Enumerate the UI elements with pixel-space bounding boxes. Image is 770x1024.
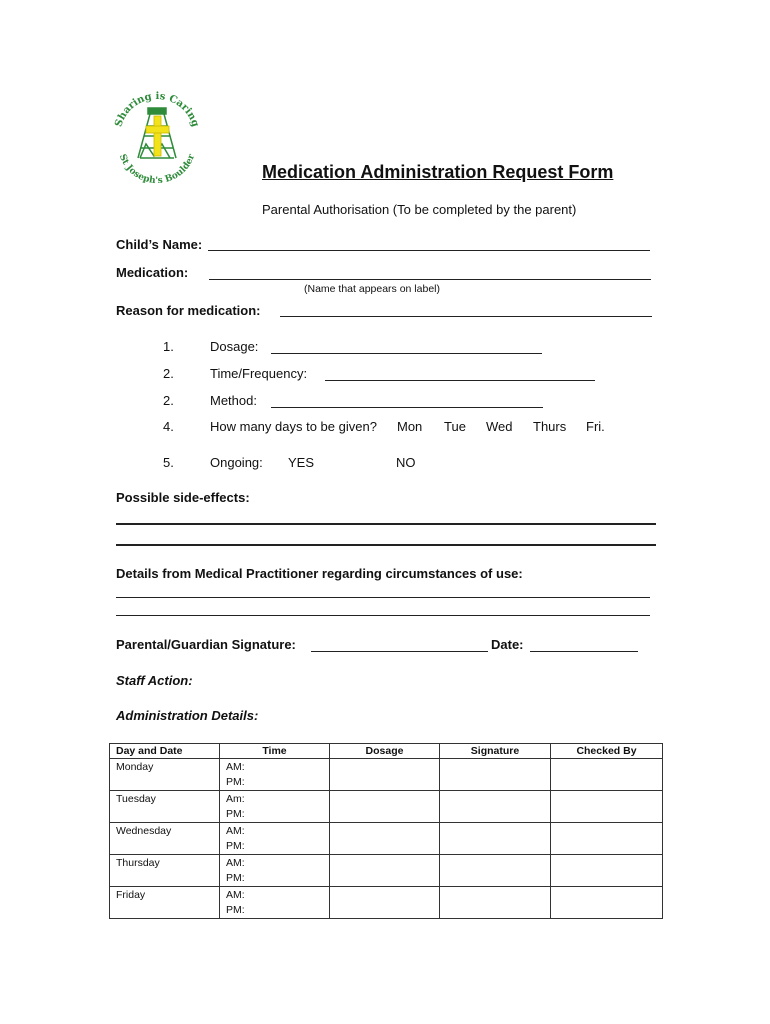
day-option-fri[interactable]: Fri.	[586, 419, 605, 434]
item-number: 5.	[163, 455, 174, 470]
table-row	[110, 855, 663, 887]
days-label: How many days to be given?	[210, 419, 377, 434]
am-label: AM:	[226, 857, 245, 869]
dosage-cell[interactable]	[330, 759, 440, 791]
header-signature: Signature	[440, 744, 551, 759]
childs-name-field[interactable]	[208, 250, 650, 251]
method-field[interactable]	[271, 407, 543, 408]
logo-bottom-text: St Joseph's Boulder	[116, 152, 198, 187]
side-effects-line-1[interactable]	[116, 523, 656, 525]
day-option-wed[interactable]: Wed	[486, 419, 513, 434]
form-title: Medication Administration Request Form	[262, 162, 614, 182]
pm-label: PM:	[226, 872, 245, 884]
checked-by-cell[interactable]	[551, 823, 663, 855]
time-cell[interactable]	[220, 855, 330, 887]
am-label: Am:	[226, 793, 245, 805]
day-cell: Tuesday	[110, 791, 220, 823]
time-cell[interactable]	[220, 759, 330, 791]
signature-cell[interactable]	[440, 759, 551, 791]
header-dosage: Dosage	[330, 744, 440, 759]
day-option-thurs[interactable]: Thurs	[533, 419, 567, 434]
table-row	[110, 759, 663, 791]
checked-by-cell[interactable]	[551, 855, 663, 887]
day-option-tue[interactable]: Tue	[444, 419, 466, 434]
item-number: 4.	[163, 419, 174, 434]
staff-action-heading: Staff Action:	[116, 673, 193, 688]
signature-cell[interactable]	[440, 887, 551, 919]
medication-label: Medication:	[116, 265, 189, 280]
checked-by-cell[interactable]	[551, 759, 663, 791]
details-label: Details from Medical Practitioner regarding circumstances of use:	[116, 566, 523, 581]
dosage-label: Dosage:	[210, 339, 259, 354]
logo-top-text: Sharing is Caring	[113, 90, 201, 129]
pm-label: PM:	[226, 776, 245, 788]
day-cell: Wednesday	[110, 823, 220, 855]
signature-field[interactable]	[311, 651, 488, 652]
time-cell[interactable]	[220, 791, 330, 823]
table-row	[110, 791, 663, 823]
childs-name-label: Child’s Name:	[116, 237, 203, 252]
day-cell: Friday	[110, 887, 220, 919]
details-line-2[interactable]	[116, 615, 650, 616]
pm-label: PM:	[226, 840, 245, 852]
checked-by-cell[interactable]	[551, 887, 663, 919]
ongoing-yes-option[interactable]: YES	[288, 455, 315, 470]
medication-note: (Name that appears on label)	[304, 283, 440, 295]
dosage-cell[interactable]	[330, 887, 440, 919]
time-frequency-field[interactable]	[325, 380, 595, 381]
administration-details-heading: Administration Details:	[116, 708, 259, 723]
time-cell[interactable]	[220, 887, 330, 919]
date-field[interactable]	[530, 651, 638, 652]
header-day-and-date: Day and Date	[110, 744, 220, 759]
table-row	[110, 887, 663, 919]
signature-cell[interactable]	[440, 823, 551, 855]
item-number: 2.	[163, 366, 174, 381]
header-checked-by: Checked By	[551, 744, 663, 759]
dosage-cell[interactable]	[330, 855, 440, 887]
item-number: 1.	[163, 339, 174, 354]
reason-label: Reason for medication:	[116, 303, 261, 318]
ongoing-no-option[interactable]: NO	[396, 455, 416, 470]
administration-table	[109, 743, 663, 919]
dosage-cell[interactable]	[330, 823, 440, 855]
time-cell[interactable]	[220, 823, 330, 855]
am-label: AM:	[226, 889, 245, 901]
signature-cell[interactable]	[440, 791, 551, 823]
reason-field[interactable]	[280, 316, 652, 317]
method-label: Method:	[210, 393, 257, 408]
day-cell: Thursday	[110, 855, 220, 887]
time-frequency-label: Time/Frequency:	[210, 366, 308, 381]
am-label: AM:	[226, 761, 245, 773]
ongoing-label: Ongoing:	[210, 455, 263, 470]
am-label: AM:	[226, 825, 245, 837]
table-row	[110, 823, 663, 855]
pm-label: PM:	[226, 904, 245, 916]
day-option-mon[interactable]: Mon	[397, 419, 423, 434]
signature-label: Parental/Guardian Signature:	[116, 637, 296, 652]
checked-by-cell[interactable]	[551, 791, 663, 823]
signature-cell[interactable]	[440, 855, 551, 887]
table-header-row	[110, 744, 663, 759]
dosage-field[interactable]	[271, 353, 542, 354]
header-time: Time	[220, 744, 330, 759]
details-line-1[interactable]	[116, 597, 650, 598]
side-effects-label: Possible side-effects:	[116, 490, 250, 505]
pm-label: PM:	[226, 808, 245, 820]
school-logo	[110, 86, 204, 190]
item-number: 2.	[163, 393, 174, 408]
form-subtitle: Parental Authorisation (To be completed by the parent)	[262, 202, 577, 217]
side-effects-line-2[interactable]	[116, 544, 656, 546]
dosage-cell[interactable]	[330, 791, 440, 823]
medication-field[interactable]	[209, 279, 651, 280]
date-label: Date:	[491, 637, 524, 652]
day-cell: Monday	[110, 759, 220, 791]
